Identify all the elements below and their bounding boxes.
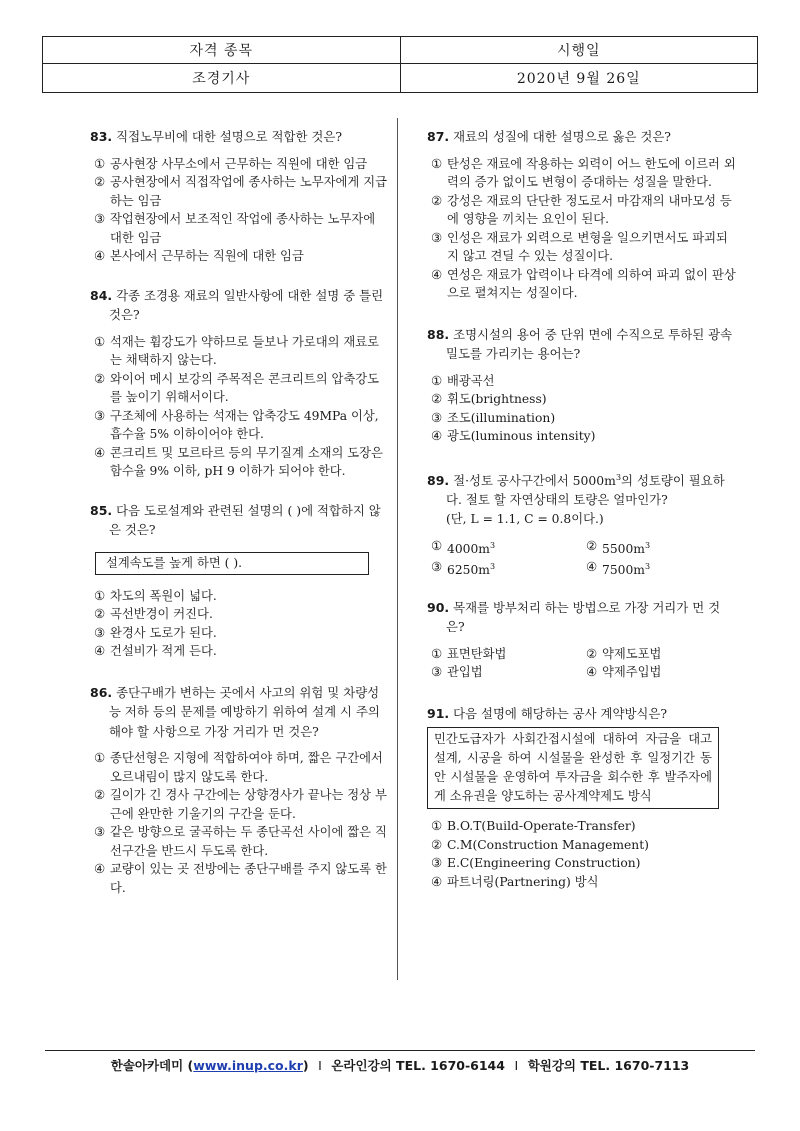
question-85	[90, 501, 390, 661]
option-1[interactable]: ① 탄성은 재료에 작용하는 외력이 어느 한도에 이르러 외력의 증가 없이도 변형이 증대하는 성질을 말한다.	[431, 155, 736, 189]
question-number: 87.	[427, 129, 450, 144]
option-3[interactable]: ③ 관입법	[431, 664, 483, 680]
option-4[interactable]: ④ 약제주입법	[586, 664, 662, 680]
question-text: 다음 도로설계와 관련된 설명의 ( )에 적합하지 않은 것은?	[109, 502, 381, 537]
option-2[interactable]: ② $5500m^3$	[586, 537, 651, 556]
option-2[interactable]: ② 강성은 재료의 단단한 정도로서 마감재의 내마모성 등에 영향을 끼치는 요인이 된다.	[431, 192, 732, 226]
question-number: 91.	[427, 705, 450, 721]
question-number: 90.	[427, 599, 450, 615]
option-3[interactable]: ③ E.C(Engineering Construction)	[431, 855, 641, 871]
option-1[interactable]: ① 공사현장 사무소에서 근무하는 직원에 대한 임금	[94, 155, 368, 171]
option-1[interactable]: ① 배광곡선	[431, 372, 495, 388]
option-2[interactable]: ② C.M(Construction Management)	[431, 836, 649, 852]
online-phone: 온라인강의 TEL. 1670-6144	[331, 1058, 505, 1073]
options-grid	[427, 645, 737, 682]
statement-box: 설계속도를 높게 하면 ( ).	[95, 552, 369, 575]
exam-info-table	[42, 36, 758, 93]
question-text: 종단구배가 변하는 곳에서 사고의 위험 및 차량성능 저하 등의 문제를 예방하기 위하여 설계 시 주의해야 할 사항으로 가장 거리가 먼 것은?	[109, 684, 380, 739]
footer-separator: I	[318, 1058, 322, 1073]
option-3[interactable]: ③ 조도(illumination)	[431, 409, 556, 425]
options-list	[427, 817, 737, 891]
left-column	[90, 127, 390, 897]
offline-phone: 학원강의 TEL. 1670-7113	[527, 1058, 690, 1073]
option-4[interactable]: ④ 파트너링(Partnering) 방식	[431, 873, 599, 889]
question-number: 88.	[427, 326, 450, 342]
question-text-part1: 절·성토 공사구간에서 5000m	[453, 472, 616, 488]
question-text: 목재를 방부처리 하는 방법으로 가장 거리가 먼 것은?	[446, 599, 721, 635]
options-list	[427, 372, 737, 446]
qualification-value: 조경기사	[43, 64, 401, 93]
option-4[interactable]: ④ 콘크리트 및 모르타르 등의 무기질계 소재의 도장은 함수율 9% 이하, pH 9 이하가 되어야 한다.	[94, 444, 383, 478]
option-2[interactable]: ② 약제도포법	[586, 645, 662, 661]
question-text: 다음 설명에 해당하는 공사 계약방식은?	[453, 705, 668, 721]
option-1[interactable]: ① 표면탄화법	[431, 645, 507, 661]
footer: 한솔아카데미 (www.inup.co.kr) I 온라인강의 TEL. 1670-6144 I 학원강의 TEL. 1670-7113	[110, 1058, 690, 1073]
options-list	[427, 155, 737, 303]
option-3[interactable]: ③ 완경사 도로가 된다.	[94, 624, 217, 640]
options-grid	[427, 537, 737, 580]
option-1[interactable]: ① 석재는 휨강도가 약하므로 들보나 가로대의 재료로는 채택하지 않는다.	[94, 333, 379, 367]
option-2[interactable]: ② 공사현장에서 직접작업에 종사하는 노무자에게 지급하는 임금	[94, 174, 387, 208]
options-list	[90, 749, 390, 897]
right-column	[427, 127, 737, 891]
options-list	[90, 155, 390, 266]
exam-date-label: 시행일	[400, 37, 758, 64]
option-3[interactable]: ③ 구조체에 사용하는 석재는 압축강도 49MPa 이상, 흡수율 5% 이하이어야 한다.	[94, 407, 379, 441]
question-84	[90, 286, 390, 481]
question-90	[427, 598, 737, 682]
question-89	[427, 468, 737, 580]
question-91	[427, 704, 737, 892]
question-88	[427, 325, 737, 446]
description-box: 민간도급자가 사회간접시설에 대하여 자금을 대고 설계, 시공을 하여 시설물을 완성한 후 일정기간 동안 시설물을 운영하여 투자금을 회수한 후 발주자에게 소유권을 양도하는 공사계약제도 방식	[427, 727, 719, 809]
options-list	[90, 587, 390, 661]
question-number: 84.	[90, 287, 113, 303]
option-4[interactable]: ④ 건설비가 적게 든다.	[94, 643, 217, 658]
option-3[interactable]: ③ 같은 방향으로 굴곡하는 두 종단곡선 사이에 짧은 직선구간을 반드시 두도록 한다.	[94, 824, 387, 858]
option-2[interactable]: ② 와이어 메시 보강의 주목적은 콘크리트의 압축강도를 높이기 위해서이다.	[94, 370, 379, 404]
option-3[interactable]: ③ 인성은 재료가 외력으로 변형을 일으키면서도 파괴되지 않고 견딜 수 있는 성질이다.	[431, 229, 728, 263]
option-1[interactable]: ① $4000m^3$	[431, 537, 496, 556]
option-2[interactable]: ② 곡선반경이 커진다.	[94, 606, 213, 621]
exam-date-value: 2020년 9월 26일	[400, 64, 758, 93]
question-number: 85.	[90, 502, 113, 518]
question-text: 각종 조경용 재료의 일반사항에 대한 설명 중 틀린 것은?	[109, 287, 384, 322]
qualification-label: 자격 종목	[43, 37, 401, 64]
option-1[interactable]: ① 차도의 폭원이 넓다.	[94, 587, 217, 603]
column-divider	[397, 118, 398, 980]
question-number: 86.	[90, 684, 113, 700]
options-list	[90, 333, 390, 481]
question-text-part2: 의 성토량이 필요하다. 절토 할 자연상태의 토량은 얼마인가?	[446, 472, 725, 508]
question-87	[427, 127, 737, 303]
option-1[interactable]: ① B.O.T(Build-Operate-Transfer)	[431, 818, 636, 834]
question-83	[90, 127, 390, 266]
question-note: (단, L = 1.1, C = 0.8이다.)	[446, 511, 604, 526]
option-4[interactable]: ④ 교량이 있는 곳 전방에는 종단구배를 주지 않도록 한다.	[94, 861, 387, 895]
academy-link[interactable]: www.inup.co.kr	[193, 1058, 303, 1073]
question-text: 조명시설의 용어 중 단위 면에 수직으로 투하된 광속밀도를 가리키는 용어는?	[446, 326, 733, 361]
option-3[interactable]: ③ 작업현장에서 보조적인 작업에 종사하는 노무자에 대한 임금	[94, 211, 376, 245]
option-2[interactable]: ② 길이가 긴 경사 구간에는 상향경사가 끝나는 정상 부근에 완만한 기울기의 구간을 둔다.	[94, 787, 387, 821]
option-4[interactable]: ④ 본사에서 근무하는 직원에 대한 임금	[94, 248, 304, 263]
question-text: 직접노무비에 대한 설명으로 적합한 것은?	[116, 129, 342, 144]
question-number: 83.	[90, 129, 113, 144]
superscript: 3	[615, 472, 622, 482]
footer-divider	[45, 1050, 755, 1051]
option-2[interactable]: ② 휘도(brightness)	[431, 391, 547, 406]
question-86	[90, 683, 390, 898]
question-number: 89.	[427, 472, 450, 488]
option-4[interactable]: ④ 광도(luminous intensity)	[431, 428, 596, 443]
option-3[interactable]: ③ $6250m^3$	[431, 559, 496, 578]
academy-name: 한솔아카데미	[110, 1058, 184, 1073]
question-text: 재료의 성질에 대한 설명으로 옳은 것은?	[453, 129, 671, 144]
option-4[interactable]: ④ $7500m^3$	[586, 559, 651, 578]
option-4[interactable]: ④ 연성은 재료가 압력이나 타격에 의하여 파괴 없이 판상으로 펼쳐지는 성질이다.	[431, 266, 736, 300]
footer-separator: I	[514, 1058, 519, 1073]
option-1[interactable]: ① 종단선형은 지형에 적합하여야 하며, 짧은 구간에서 오르내림이 많지 않도록 한다.	[94, 750, 383, 784]
